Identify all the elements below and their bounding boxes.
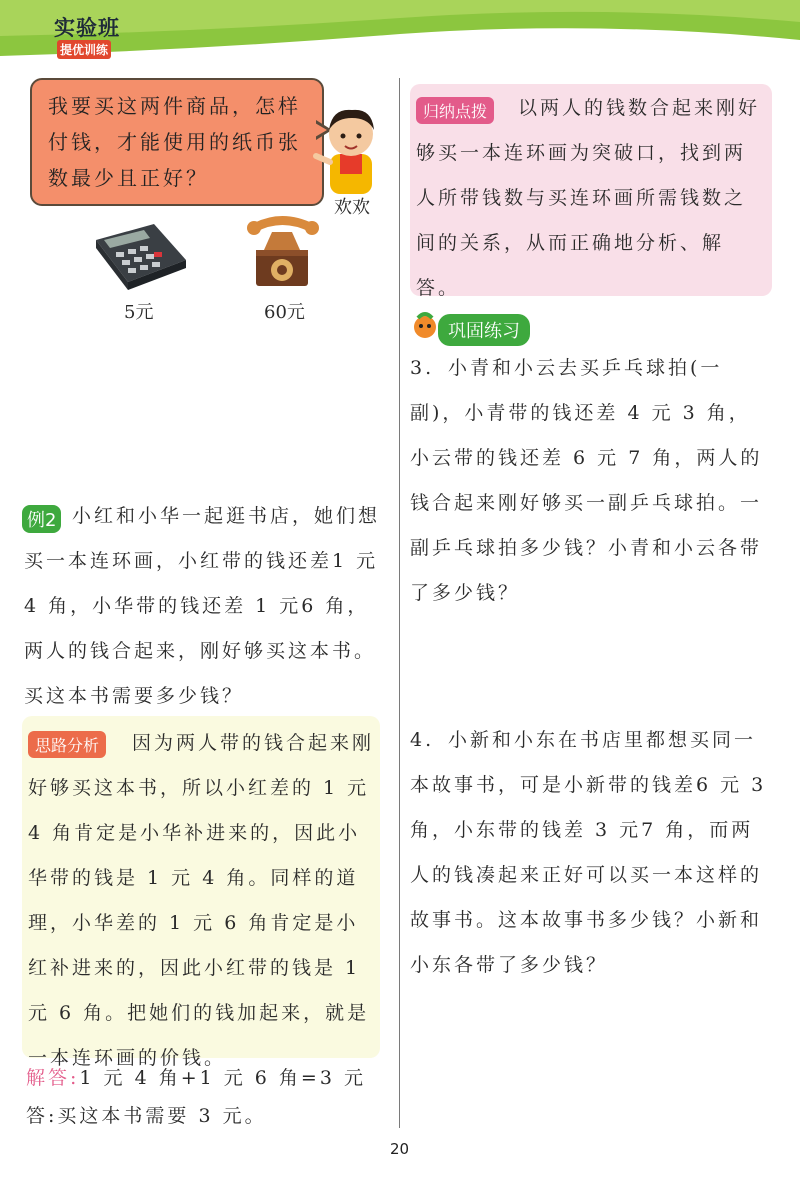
example-question: 小红和小华一起逛书店，她们想买一本连环画，小红带的钱还差1 元 4 角，小华带的钱还差 1 元6 角，两人的钱合起来，刚好够买这本书。买这本书需要多少钱？ [24,505,381,707]
answer-equation: 1 元 4 角+1 元 6 角=3 元 [79,1067,366,1089]
question-4-text: 小新和小东在书店里都想买同一本故事书，可是小新带的钱差6 元 3 角，小东带的钱差 3 元7 角，而两人的钱凑起来正好可以买一本这样的故事书。这本故事书多少钱？小新和小东各带了多少钱？ [410,729,767,976]
question-4 [410,718,772,988]
question-3-text: 小青和小云去买乒乓球拍(一副)，小青带的钱还差 4 元 3 角，小云带的钱还差 6 元 7 角，两人的钱合起来刚好够买一副乒乓球拍。一副乒乓球拍多少钱？小青和小云各带了多少钱？ [410,357,763,604]
speaker-name: 欢欢 [334,197,370,218]
column-divider [399,78,400,1128]
question-3 [410,346,772,616]
example-text [24,494,382,719]
analysis-text-block [28,721,376,1081]
telephone-price: 60元 [264,302,305,323]
analysis-text: 因为两人带的钱合起来刚好够买这本书，所以小红差的 1 元 4 角肯定是小华补进来的，因此小华带的钱是 1 元 4 角。同样的道理，小华差的 1 元 6 角肯定是小红补进来的，因此小红带的钱是 1 元 6 角。把她们的钱加起来，就是一本连环画的价钱。 [28,732,375,1069]
mascot-icon [410,310,440,340]
exercise-tag: 巩固练习 [438,314,530,346]
tip-text: 以两人的钱数合起来刚好够买一本连环画为突破口，找到两人所带钱数与买连环画所需钱数之间的关系，从而正确地分析、解答。 [416,97,761,299]
calculator-price: 5元 [124,302,154,323]
question-3-number: 3. [410,357,435,379]
question-4-number: 4. [410,729,435,751]
tip-tag: 归纳点拨 [416,97,494,124]
header-band [0,0,800,58]
brand-subtitle: 提优训练 [57,40,111,59]
example-tag: 例2 [22,505,61,533]
brand-title: 实验班 [54,16,120,40]
page-number: 20 [390,1140,410,1158]
telephone-icon [242,210,324,290]
answer-label: 解答: [26,1067,80,1089]
boy-illustration [312,100,390,196]
calculator-icon [92,220,188,290]
analysis-tag: 思路分析 [28,731,106,758]
answer-conclusion: 答:买这本书需要 3 元。 [26,1105,267,1127]
speech-bubble-text: 我要买这两件商品，怎样付钱，才能使用的纸币张数最少且正好？ [48,94,301,190]
tip-text-block [416,86,766,311]
